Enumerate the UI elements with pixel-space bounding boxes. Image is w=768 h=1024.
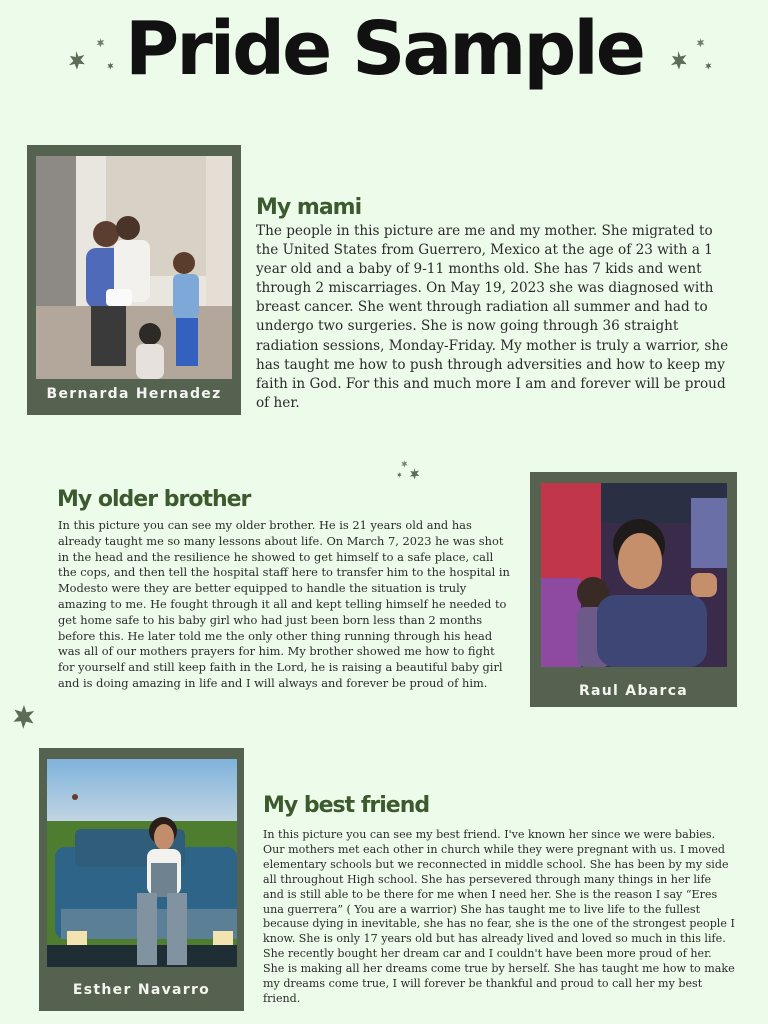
page-title: Pride Sample — [125, 6, 643, 92]
photo-caption: Bernarda Hernadez — [46, 386, 222, 402]
star-icon — [8, 702, 42, 734]
photo-caption: Raul Abarca — [578, 683, 689, 699]
section-heading: My mami — [256, 195, 362, 220]
section-text: The people in this picture are me and my mother. She migrated to the United States from Guerrero, Mexico at the age of 23 with a 1 year old and a baby of 9-11 months old. She has 7 kids and went through 2 miscarriages. On May 19, 2023 she was diagnosed with breast cancer. She went through radiation all summer and had to undergo two surgeries. She is now going through 36 straight radiation sessions, Monday-Friday. My mother is truly a warrior, she has taught me how to push through adversities and how to keep my faith in God. For this and much more I am and forever will be proud of her. — [256, 223, 729, 411]
section-text: In this picture you can see my older brother. He is 21 years old and has already taught me so many lessons about life. On March 7, 2023 he was shot in the head and the resilience he showed to get himself to a safe place, call the cops, and then tell the hospital staff here to transfer him to the hospital in Modesto were they are better equipped to handle the situation is truly amazing to me. He fought through it all and kept telling himself he needed to get home safe to his baby girl who had just been born less than 2 months before this. He later told me the only other thing running through his head was all of our mothers prayers for him. My brother showed me how to fight for yourself and still keep faith in the Lord, he is raising a beautiful baby girl and is doing amazing in life and I will always and forever be proud of him. — [58, 518, 510, 690]
star-cluster-icon — [660, 34, 716, 80]
photo-caption: Esther Navarro — [72, 982, 211, 998]
section-heading: My best friend — [263, 793, 430, 818]
photo-frame-friend — [39, 748, 244, 1011]
star-cluster-icon — [64, 34, 120, 80]
star-cluster-icon — [392, 458, 426, 486]
brother-photo — [541, 483, 727, 667]
family-photo — [36, 156, 232, 379]
friend-photo — [47, 759, 237, 967]
photo-frame-brother — [530, 472, 737, 707]
section-heading: My older brother — [57, 487, 251, 512]
section-text: In this picture you can see my best friend. I've known her since we were babies. Our mothers met each other in church while they were pregnant with us. I moved elementary schools but we reconnected in middle school. She has been by my side all throughout High school. She has persevered through many things in her life and is still able to be there for me when I need her. She is the reason I say “Eres una guerrera” ( You are a warrior) She has taught me to live life to the fullest because dying in inevitable, she has no fear, she is the one of the strongest people I know. She is only 17 years old but has already lived and loved so much in this life. She recently bought her dream car and I couldn't have been more proud of her. She is making all her dreams come true by herself. She has taught me how to make my dreams come true, I will forever be thankful and proud to call her my best friend. — [263, 828, 735, 1005]
photo-frame-mami — [27, 145, 241, 415]
